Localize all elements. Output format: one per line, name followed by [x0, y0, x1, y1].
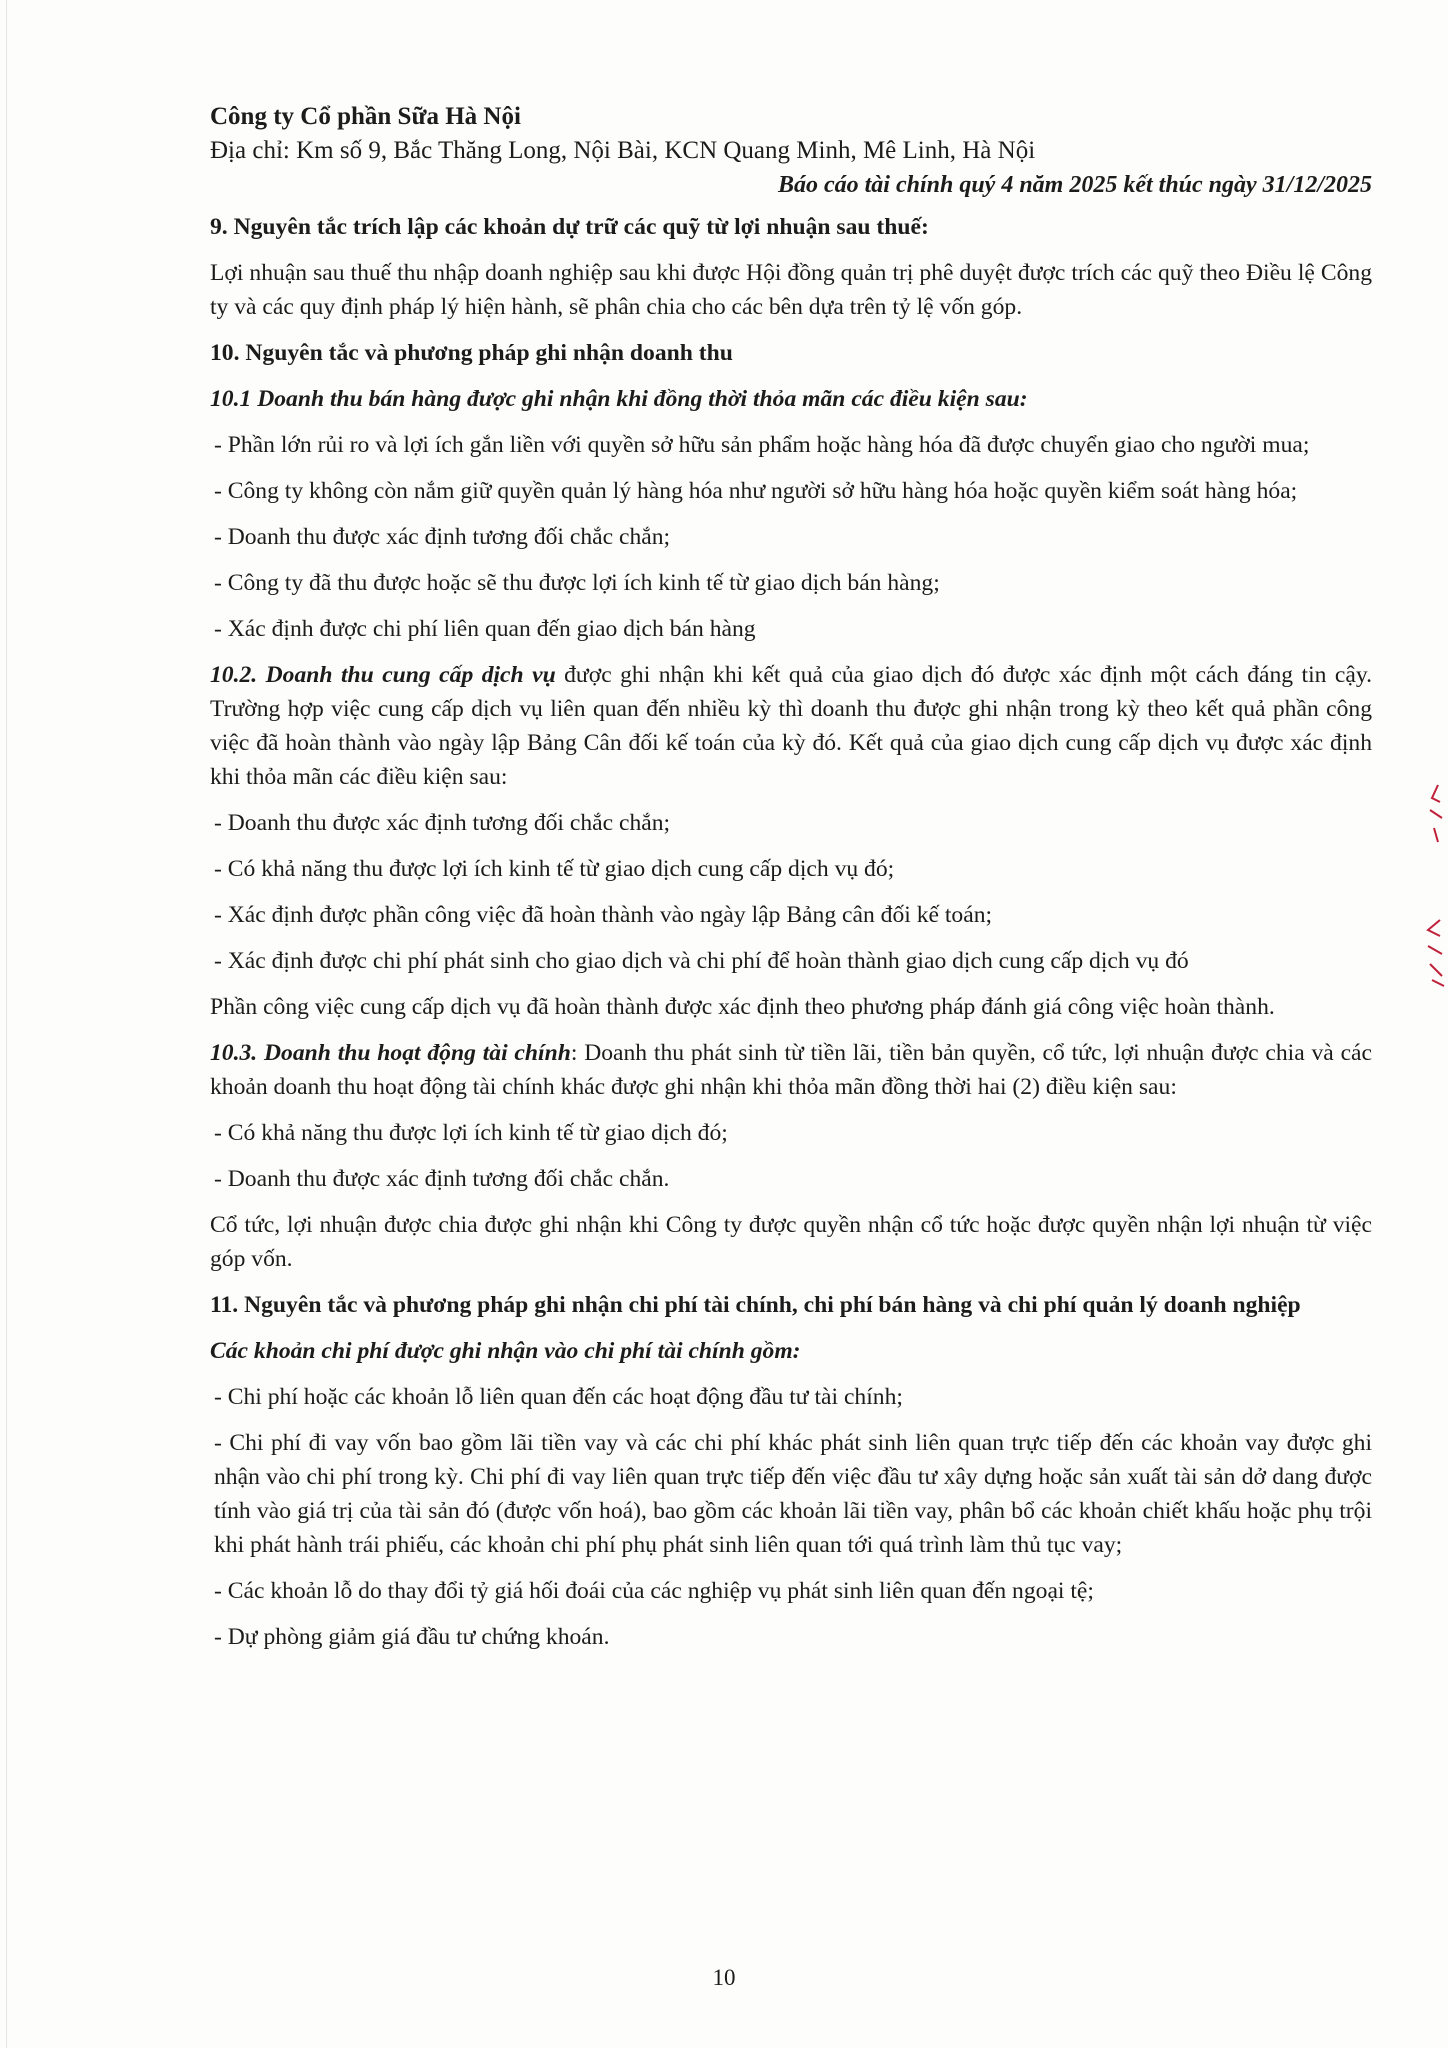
page-header: [210, 100, 1372, 202]
section-10-3-body: : Doanh thu phát sinh từ tiền lãi, tiền bản quyền, cổ tức, lợi nhuận được chia và các khoản doanh thu hoạt động tài chính khác được ghi nhận khi thỏa mãn đồng thời hai (2) điều kiện sau:: [210, 1040, 1372, 1100]
list-item: - Chi phí đi vay vốn bao gồm lãi tiền vay và các chi phí khác phát sinh liên quan trực tiếp đến các khoản vay được ghi nhận vào chi phí trong kỳ. Chi phí đi vay liên quan trực tiếp đến việc đầu tư xây dựng hoặc sản xuất tài sản dở dang được tính vào giá trị của tài sản đó (được vốn hoá), bao gồm các khoản lãi tiền vay, phân bổ các khoản chiết khấu hoặc phụ trội khi phát hành trái phiếu, các khoản chi phí phụ phát sinh liên quan tới quá trình làm thủ tục vay;: [214, 1430, 1372, 1558]
section-10-2-body: được ghi nhận khi kết quả của giao dịch đó được xác định một cách đáng tin cậy. Trường hợp việc cung cấp dịch vụ liên quan đến nhiều kỳ thì doanh thu được ghi nhận trong kỳ theo kết quả phần công việc đã hoàn thành vào ngày lập Bảng Cân đối kế toán của kỳ đó. Kết quả của giao dịch cung cấp dịch vụ được xác định khi thỏa mãn các điều kiện sau:: [210, 662, 1372, 790]
section-11-subheading: Các khoản chi phí được ghi nhận vào chi phí tài chính gồm:: [210, 1338, 801, 1364]
list-item: - Dự phòng giảm giá đầu tư chứng khoán.: [214, 1624, 610, 1650]
section-10-3-note: Cổ tức, lợi nhuận được chia được ghi nhận khi Công ty được quyền nhận cổ tức hoặc được quyền nhận lợi nhuận từ việc góp vốn.: [210, 1212, 1372, 1272]
report-title: Báo cáo tài chính quý 4 năm 2025 kết thúc ngày 31/12/2025: [777, 172, 1372, 198]
section-10-2-paragraph: [210, 658, 1372, 794]
scan-edge-line: [6, 0, 7, 2048]
document-body: [210, 210, 1372, 1654]
page-number: 10: [712, 1965, 736, 1990]
list-item: - Doanh thu được xác định tương đối chắc chắn;: [214, 810, 671, 836]
list-item: - Xác định được chi phí phát sinh cho giao dịch và chi phí để hoàn thành giao dịch cung cấp dịch vụ đó: [214, 948, 1189, 974]
section-10-heading: 10. Nguyên tắc và phương pháp ghi nhận doanh thu: [210, 340, 733, 366]
list-item: - Doanh thu được xác định tương đối chắc chắn.: [214, 1166, 670, 1192]
list-item: - Phần lớn rủi ro và lợi ích gắn liền với quyền sở hữu sản phẩm hoặc hàng hóa đã được chuyển giao cho người mua;: [214, 432, 1310, 458]
list-item: - Công ty không còn nắm giữ quyền quản lý hàng hóa như người sở hữu hàng hóa hoặc quyền kiểm soát hàng hóa;: [214, 478, 1298, 504]
list-item: - Xác định được phần công việc đã hoàn thành vào ngày lập Bảng cân đối kế toán;: [214, 902, 993, 928]
list-item: - Có khả năng thu được lợi ích kinh tế từ giao dịch cung cấp dịch vụ đó;: [214, 856, 895, 882]
list-item: - Doanh thu được xác định tương đối chắc chắn;: [214, 524, 671, 550]
section-10-1-heading: 10.1 Doanh thu bán hàng được ghi nhận khi đồng thời thỏa mãn các điều kiện sau:: [210, 386, 1028, 412]
list-item: - Công ty đã thu được hoặc sẽ thu được lợi ích kinh tế từ giao dịch bán hàng;: [214, 570, 940, 596]
section-9-heading: 9. Nguyên tắc trích lập các khoản dự trữ các quỹ từ lợi nhuận sau thuế:: [210, 214, 929, 240]
section-10-3-lead: 10.3. Doanh thu hoạt động tài chính: [210, 1040, 571, 1066]
section-10-2-lead: 10.2. Doanh thu cung cấp dịch vụ: [210, 662, 556, 688]
company-address: Địa chỉ: Km số 9, Bắc Thăng Long, Nội Bài, KCN Quang Minh, Mê Linh, Hà Nội: [210, 137, 1036, 164]
company-name: Công ty Cổ phần Sữa Hà Nội: [210, 103, 521, 130]
section-10-2-note: Phần công việc cung cấp dịch vụ đã hoàn thành được xác định theo phương pháp đánh giá công việc hoàn thành.: [210, 994, 1275, 1020]
list-item: - Xác định được chi phí liên quan đến giao dịch bán hàng: [214, 616, 756, 642]
handwritten-margin-mark: [1418, 780, 1448, 1020]
section-11-heading: 11. Nguyên tắc và phương pháp ghi nhận chi phí tài chính, chi phí bán hàng và chi phí quản lý doanh nghiệp: [210, 1292, 1301, 1318]
list-item: - Chi phí hoặc các khoản lỗ liên quan đến các hoạt động đầu tư tài chính;: [214, 1384, 903, 1410]
section-9-body: Lợi nhuận sau thuế thu nhập doanh nghiệp sau khi được Hội đồng quản trị phê duyệt được trích các quỹ theo Điều lệ Công ty và các quy định pháp lý hiện hành, sẽ phân chia cho các bên dựa trên tỷ lệ vốn góp.: [210, 260, 1372, 320]
list-item: - Có khả năng thu được lợi ích kinh tế từ giao dịch đó;: [214, 1120, 728, 1146]
section-10-3-paragraph: [210, 1036, 1372, 1104]
list-item: - Các khoản lỗ do thay đổi tỷ giá hối đoái của các nghiệp vụ phát sinh liên quan đến ngoại tệ;: [214, 1578, 1094, 1604]
